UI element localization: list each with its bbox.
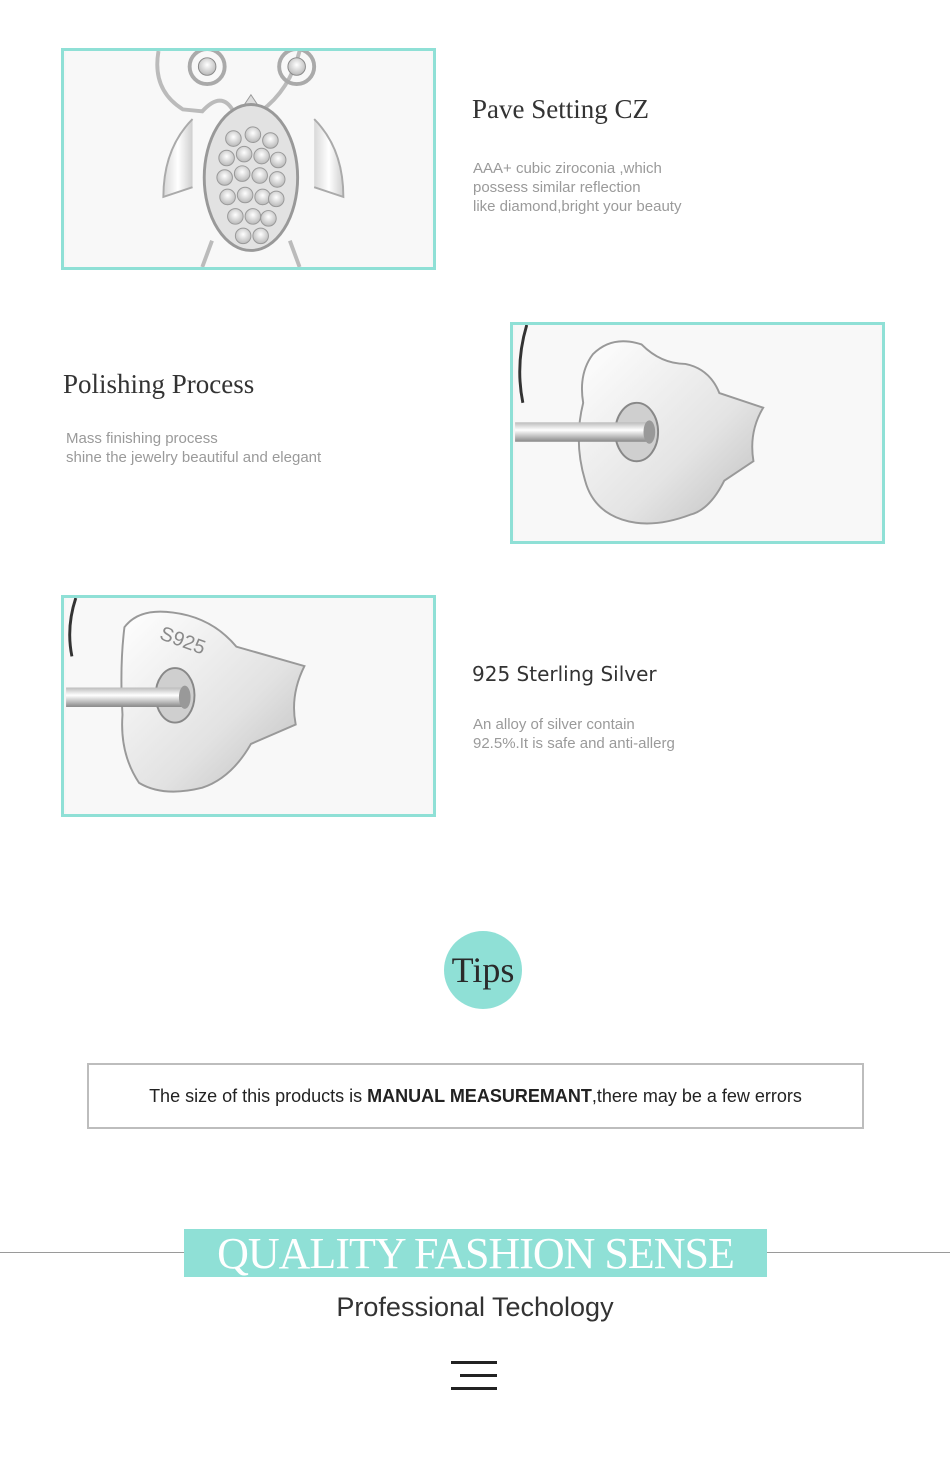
polishing-image [510, 322, 885, 544]
feature-desc-polishing [66, 429, 321, 467]
desc-line: An alloy of silver contain [473, 716, 635, 733]
size-notice [87, 1063, 864, 1129]
tips-label: Tips [451, 950, 515, 990]
feature-title-pave: Pave Setting CZ [472, 94, 649, 124]
notice-suffix: ,there may be a few errors [591, 1085, 802, 1106]
sterling-silver-image [61, 595, 436, 817]
pave-setting-image [61, 48, 436, 270]
divider-left [0, 1252, 184, 1253]
section-subtitle: Professional Techology [336, 1292, 614, 1322]
desc-line: Mass finishing process [66, 430, 218, 447]
feature-title-polishing: Polishing Process [63, 369, 255, 399]
divider-right [767, 1252, 950, 1253]
quality-banner [184, 1229, 767, 1277]
owl-charm-pave-icon [64, 51, 433, 267]
earring-back-icon [513, 325, 882, 541]
earring-back-s925-icon [64, 598, 433, 814]
banner-text: QUALITY FASHION SENSE [217, 1228, 734, 1278]
feature-desc-pave [473, 159, 681, 216]
desc-line: possess similar reflection [473, 179, 641, 196]
notice-bold: MANUAL MEASUREMANT [367, 1085, 592, 1106]
notice-prefix: The size of this products is [149, 1085, 368, 1106]
menu-icon [451, 1361, 499, 1391]
tips-badge [444, 931, 522, 1009]
s925-stamp: S925 [156, 622, 209, 660]
feature-desc-silver [473, 715, 675, 753]
desc-line: 92.5%.It is safe and anti-allerg [473, 735, 675, 752]
desc-line: AAA+ cubic ziroconia ,which [473, 160, 662, 177]
feature-title-silver: 925 Sterling Silver [472, 662, 657, 686]
desc-line: like diamond,bright your beauty [473, 198, 682, 215]
desc-line: shine the jewelry beautiful and elegant [66, 449, 322, 466]
